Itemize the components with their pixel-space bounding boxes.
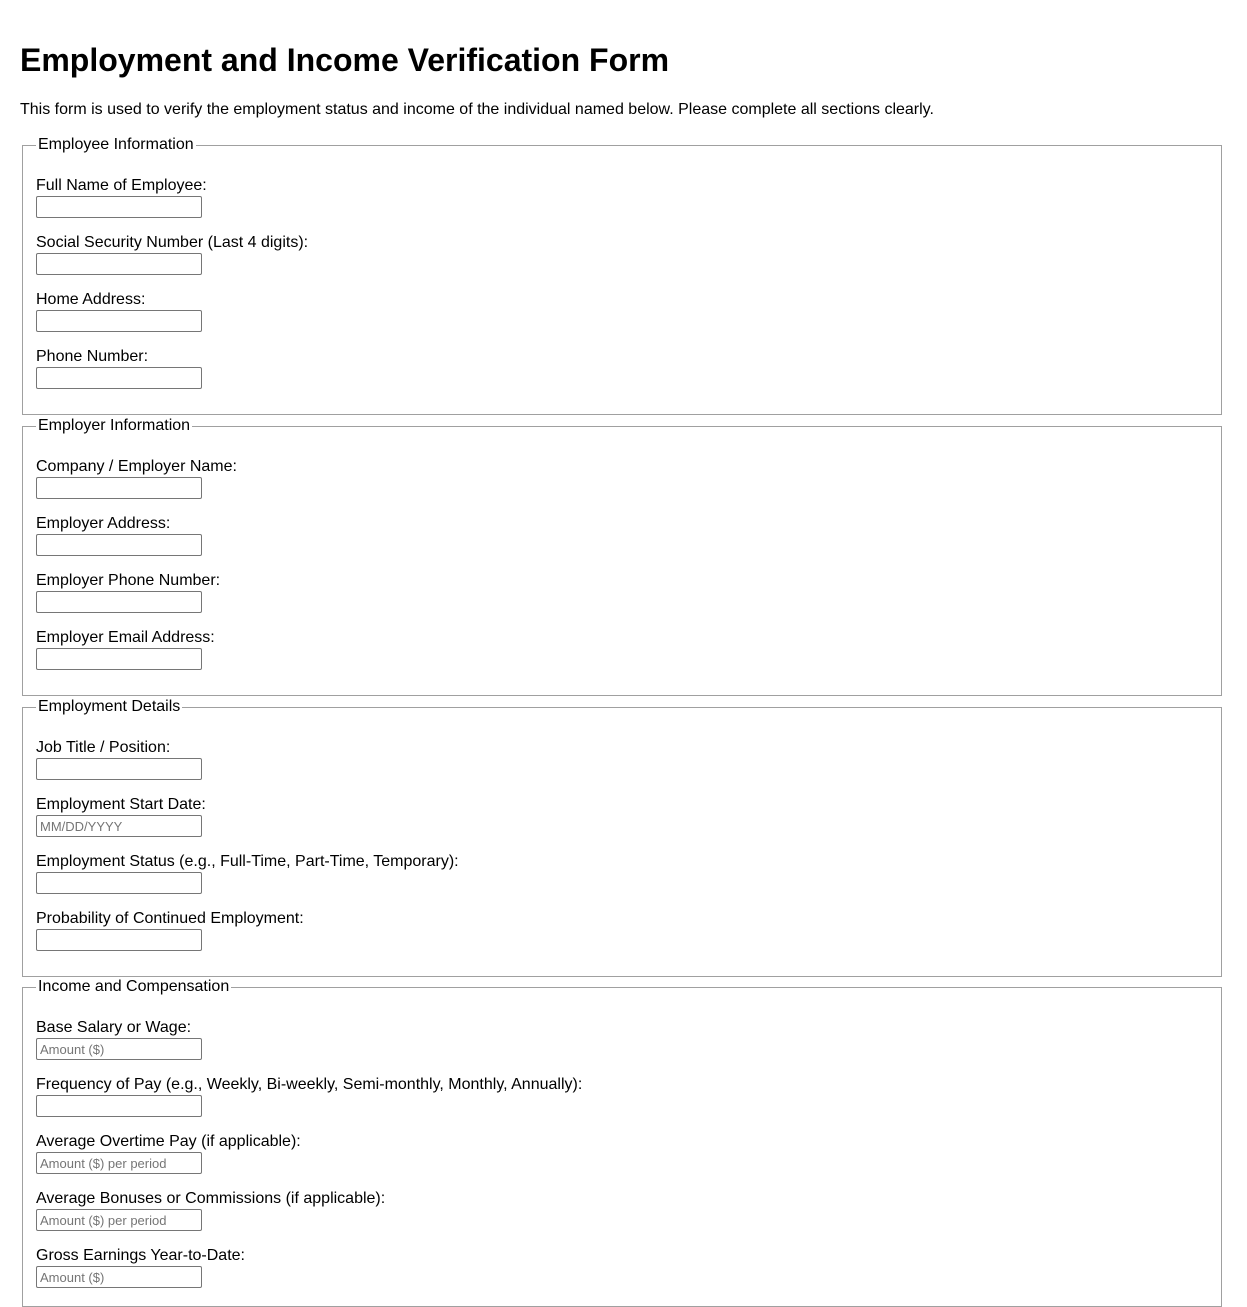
pay-frequency-field: [36, 1075, 582, 1117]
base-salary-input[interactable]: [36, 1038, 202, 1060]
full-name-label: Full Name of Employee:: [36, 177, 207, 194]
employer-information-section: [22, 417, 1222, 696]
gross-earnings-ytd-label: Gross Earnings Year-to-Date:: [36, 1247, 245, 1264]
pay-frequency-label: Frequency of Pay (e.g., Weekly, Bi-weekly, Semi-monthly, Monthly, Annually):: [36, 1076, 583, 1093]
ssn-input[interactable]: [36, 253, 202, 275]
pay-frequency-input[interactable]: [36, 1095, 202, 1117]
employment-status-field: [36, 852, 459, 894]
employer-email-input[interactable]: [36, 648, 202, 670]
overtime-pay-field: [36, 1132, 301, 1174]
home-address-input[interactable]: [36, 310, 202, 332]
phone-number-input[interactable]: [36, 367, 202, 389]
phone-number-field: [36, 347, 202, 389]
job-title-label: Job Title / Position:: [36, 739, 171, 756]
employer-email-label: Employer Email Address:: [36, 629, 215, 646]
income-compensation-section: [22, 978, 1222, 1307]
employer-phone-label: Employer Phone Number:: [36, 572, 221, 589]
full-name-input[interactable]: [36, 196, 202, 218]
base-salary-label: Base Salary or Wage:: [36, 1019, 192, 1036]
job-title-field: [36, 738, 202, 780]
section-legend: Employee Information: [38, 136, 194, 153]
gross-earnings-ytd-input[interactable]: [36, 1266, 202, 1288]
employment-details-section: [22, 698, 1222, 977]
job-title-input[interactable]: [36, 758, 202, 780]
gross-earnings-ytd-field: [36, 1246, 245, 1288]
overtime-pay-input[interactable]: [36, 1152, 202, 1174]
ssn-label: Social Security Number (Last 4 digits):: [36, 234, 309, 251]
section-legend: Employer Information: [38, 417, 191, 434]
employer-phone-input[interactable]: [36, 591, 202, 613]
employee-information-section: [22, 136, 1222, 415]
overtime-pay-label: Average Overtime Pay (if applicable):: [36, 1133, 301, 1150]
section-legend: Income and Compensation: [38, 978, 230, 995]
form-intro: This form is used to verify the employment status and income of the individual named below. Please complete all sections clearly.: [20, 101, 934, 118]
employer-email-field: [36, 628, 215, 670]
start-date-label: Employment Start Date:: [36, 796, 206, 813]
company-name-input[interactable]: [36, 477, 202, 499]
company-name-label: Company / Employer Name:: [36, 458, 237, 475]
company-name-field: [36, 457, 237, 499]
continued-employment-input[interactable]: [36, 929, 202, 951]
phone-number-label: Phone Number:: [36, 348, 149, 365]
employment-status-label: Employment Status (e.g., Full-Time, Part-Time, Temporary):: [36, 853, 459, 870]
continued-employment-field: [36, 909, 304, 951]
home-address-field: [36, 290, 202, 332]
start-date-input[interactable]: [36, 815, 202, 837]
section-legend: Employment Details: [38, 698, 181, 715]
continued-employment-label: Probability of Continued Employment:: [36, 910, 304, 927]
home-address-label: Home Address:: [36, 291, 146, 308]
employer-address-field: [36, 514, 202, 556]
start-date-field: [36, 795, 206, 837]
employer-address-input[interactable]: [36, 534, 202, 556]
full-name-field: [36, 176, 207, 218]
ssn-field: [36, 233, 308, 275]
bonuses-commissions-field: [36, 1189, 385, 1231]
page-title: Employment and Income Verification Form: [20, 42, 670, 78]
bonuses-commissions-label: Average Bonuses or Commissions (if applicable):: [36, 1190, 386, 1207]
employer-phone-field: [36, 571, 220, 613]
bonuses-commissions-input[interactable]: [36, 1209, 202, 1231]
employer-address-label: Employer Address:: [36, 515, 171, 532]
employment-status-input[interactable]: [36, 872, 202, 894]
base-salary-field: [36, 1018, 202, 1060]
